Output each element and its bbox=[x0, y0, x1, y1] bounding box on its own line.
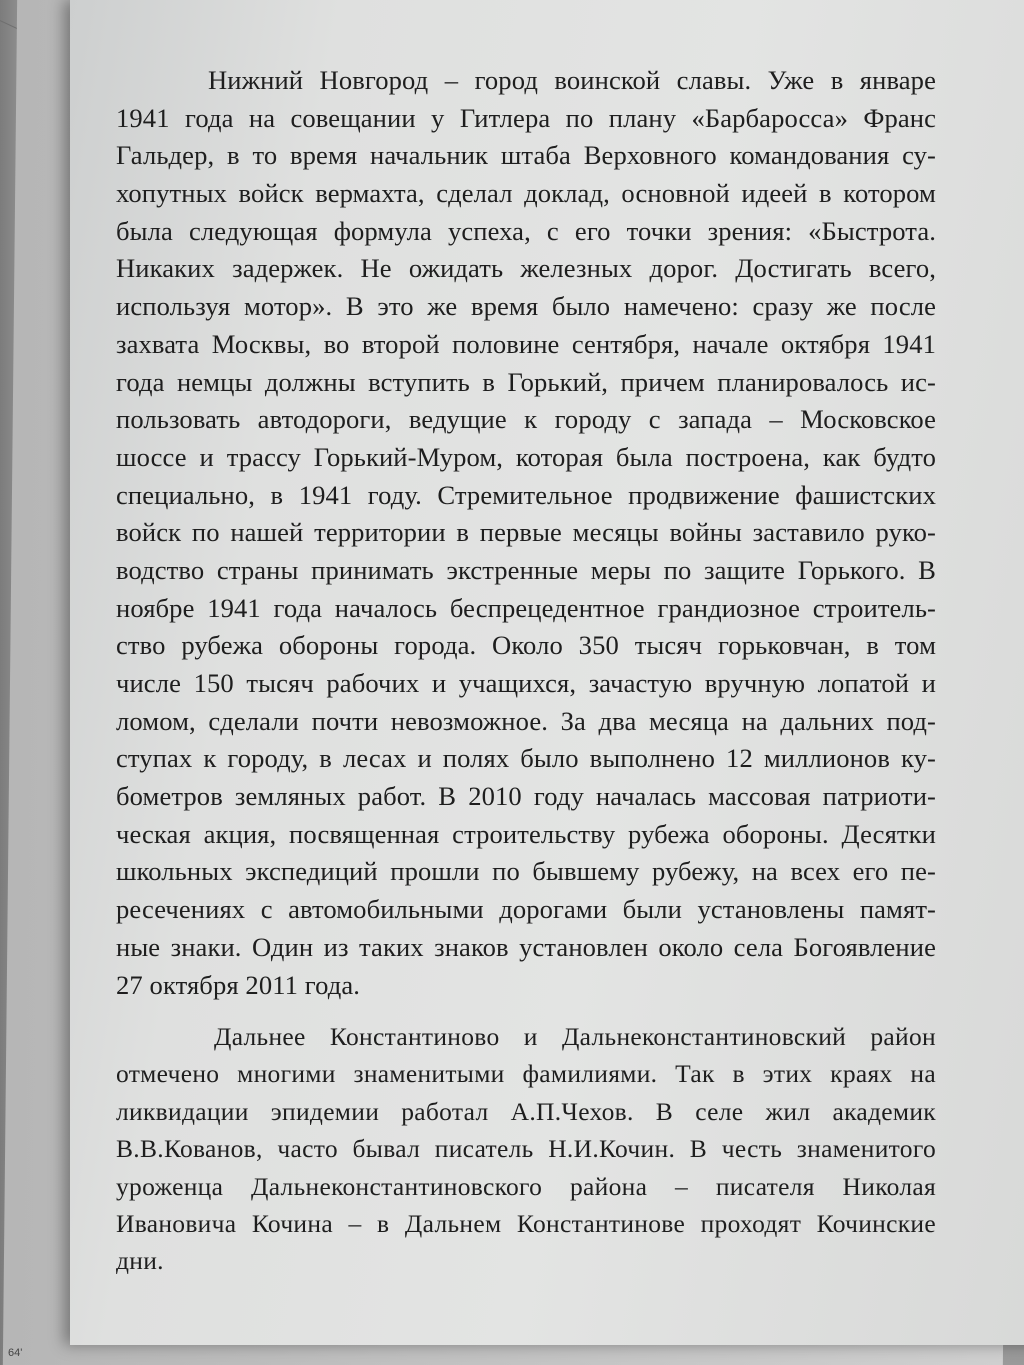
text-line: специально, в 1941 году. Стремительное продвижение фашистских bbox=[116, 479, 936, 510]
text-line: бометров земляных работ. В 2010 году началась массовая патриоти- bbox=[116, 781, 936, 812]
text-line: года немцы должны вступить в Горький, причем планировалось ис- bbox=[116, 366, 936, 397]
text-line: хопутных войск вермахта, сделал доклад, основной идеей в котором bbox=[116, 178, 936, 209]
text-line: отмечено многими знаменитыми фамилиями. Так в этих краях на bbox=[116, 1059, 936, 1089]
text-line: ные знаки. Один из таких знаков установлен около села Богоявление bbox=[116, 931, 936, 962]
text-line: Ивановича Кочина – в Дальнем Константинове проходят Кочинские bbox=[116, 1208, 936, 1238]
text-line: уроженца Дальнеконстантиновского района – писателя Николая bbox=[116, 1171, 936, 1201]
text-line: захвата Москвы, во второй половине сентября, начале октября 1941 bbox=[116, 328, 936, 359]
text-line: шоссе и трассу Горький-Муром, которая была построена, как будто bbox=[116, 441, 936, 472]
text-line: В.В.Кованов, часто бывал писатель Н.И.Кочин. В честь знаменитого bbox=[116, 1134, 936, 1164]
text-line: водство страны принимать экстренные меры по защите Горького. В bbox=[116, 554, 936, 585]
paragraph-2 bbox=[116, 1018, 936, 1280]
text-line: была следующая формула успеха, с его точки зрения: «Быстрота. bbox=[116, 215, 936, 246]
text-line: Никаких задержек. Не ожидать железных дорог. Достигать всего, bbox=[116, 253, 936, 284]
page-corner-mark: 64' bbox=[8, 1347, 23, 1359]
text-line: 1941 года на совещании у Гитлера по плану «Барбаросса» Франс bbox=[116, 102, 936, 133]
text-line: ломом, сделали почти невозможное. За два месяца на дальних под- bbox=[116, 705, 936, 736]
text-line: ликвидации эпидемии работал А.П.Чехов. В селе жил академик bbox=[116, 1096, 936, 1126]
text-line: дни. bbox=[116, 1246, 164, 1276]
text-line: Нижний Новгород – город воинской славы. Уже в январе bbox=[208, 65, 936, 95]
text-line: ноябре 1941 года началось беспрецедентное грандиозное строитель- bbox=[116, 592, 936, 623]
text-line: Дальнее Константиново и Дальнеконстантиновский район bbox=[214, 1022, 936, 1051]
text-line: ресечениях с автомобильными дорогами были установлены памят- bbox=[116, 894, 936, 925]
text-line: числе 150 тысяч рабочих и учащихся, зачастую вручную лопатой и bbox=[116, 668, 936, 698]
text-line: ческая акция, посвященная строительству рубежа обороны. Десятки bbox=[116, 818, 936, 849]
text-line: ступах к городу, в лесах и полях было выполнено 12 миллионов ку- bbox=[116, 743, 936, 774]
text-line: ство рубежа обороны города. Около 350 тысяч горьковчан, в том bbox=[116, 630, 936, 661]
text-line: школьных экспедиций прошли по бывшему рубежу, на всех его пе- bbox=[116, 856, 936, 887]
text-line: пользовать автодороги, ведущие к городу с запада – Московское bbox=[116, 404, 936, 435]
text-line: Гальдер, в то время начальник штаба Верховного командования су- bbox=[116, 140, 936, 171]
paragraph-1 bbox=[116, 62, 936, 1004]
text-line: войск по нашей территории в первые месяцы войны заставило руко- bbox=[116, 517, 936, 548]
text-line: 27 октября 2011 года. bbox=[116, 969, 361, 1000]
text-line: используя мотор». В это же время было намечено: сразу же после bbox=[116, 291, 936, 322]
